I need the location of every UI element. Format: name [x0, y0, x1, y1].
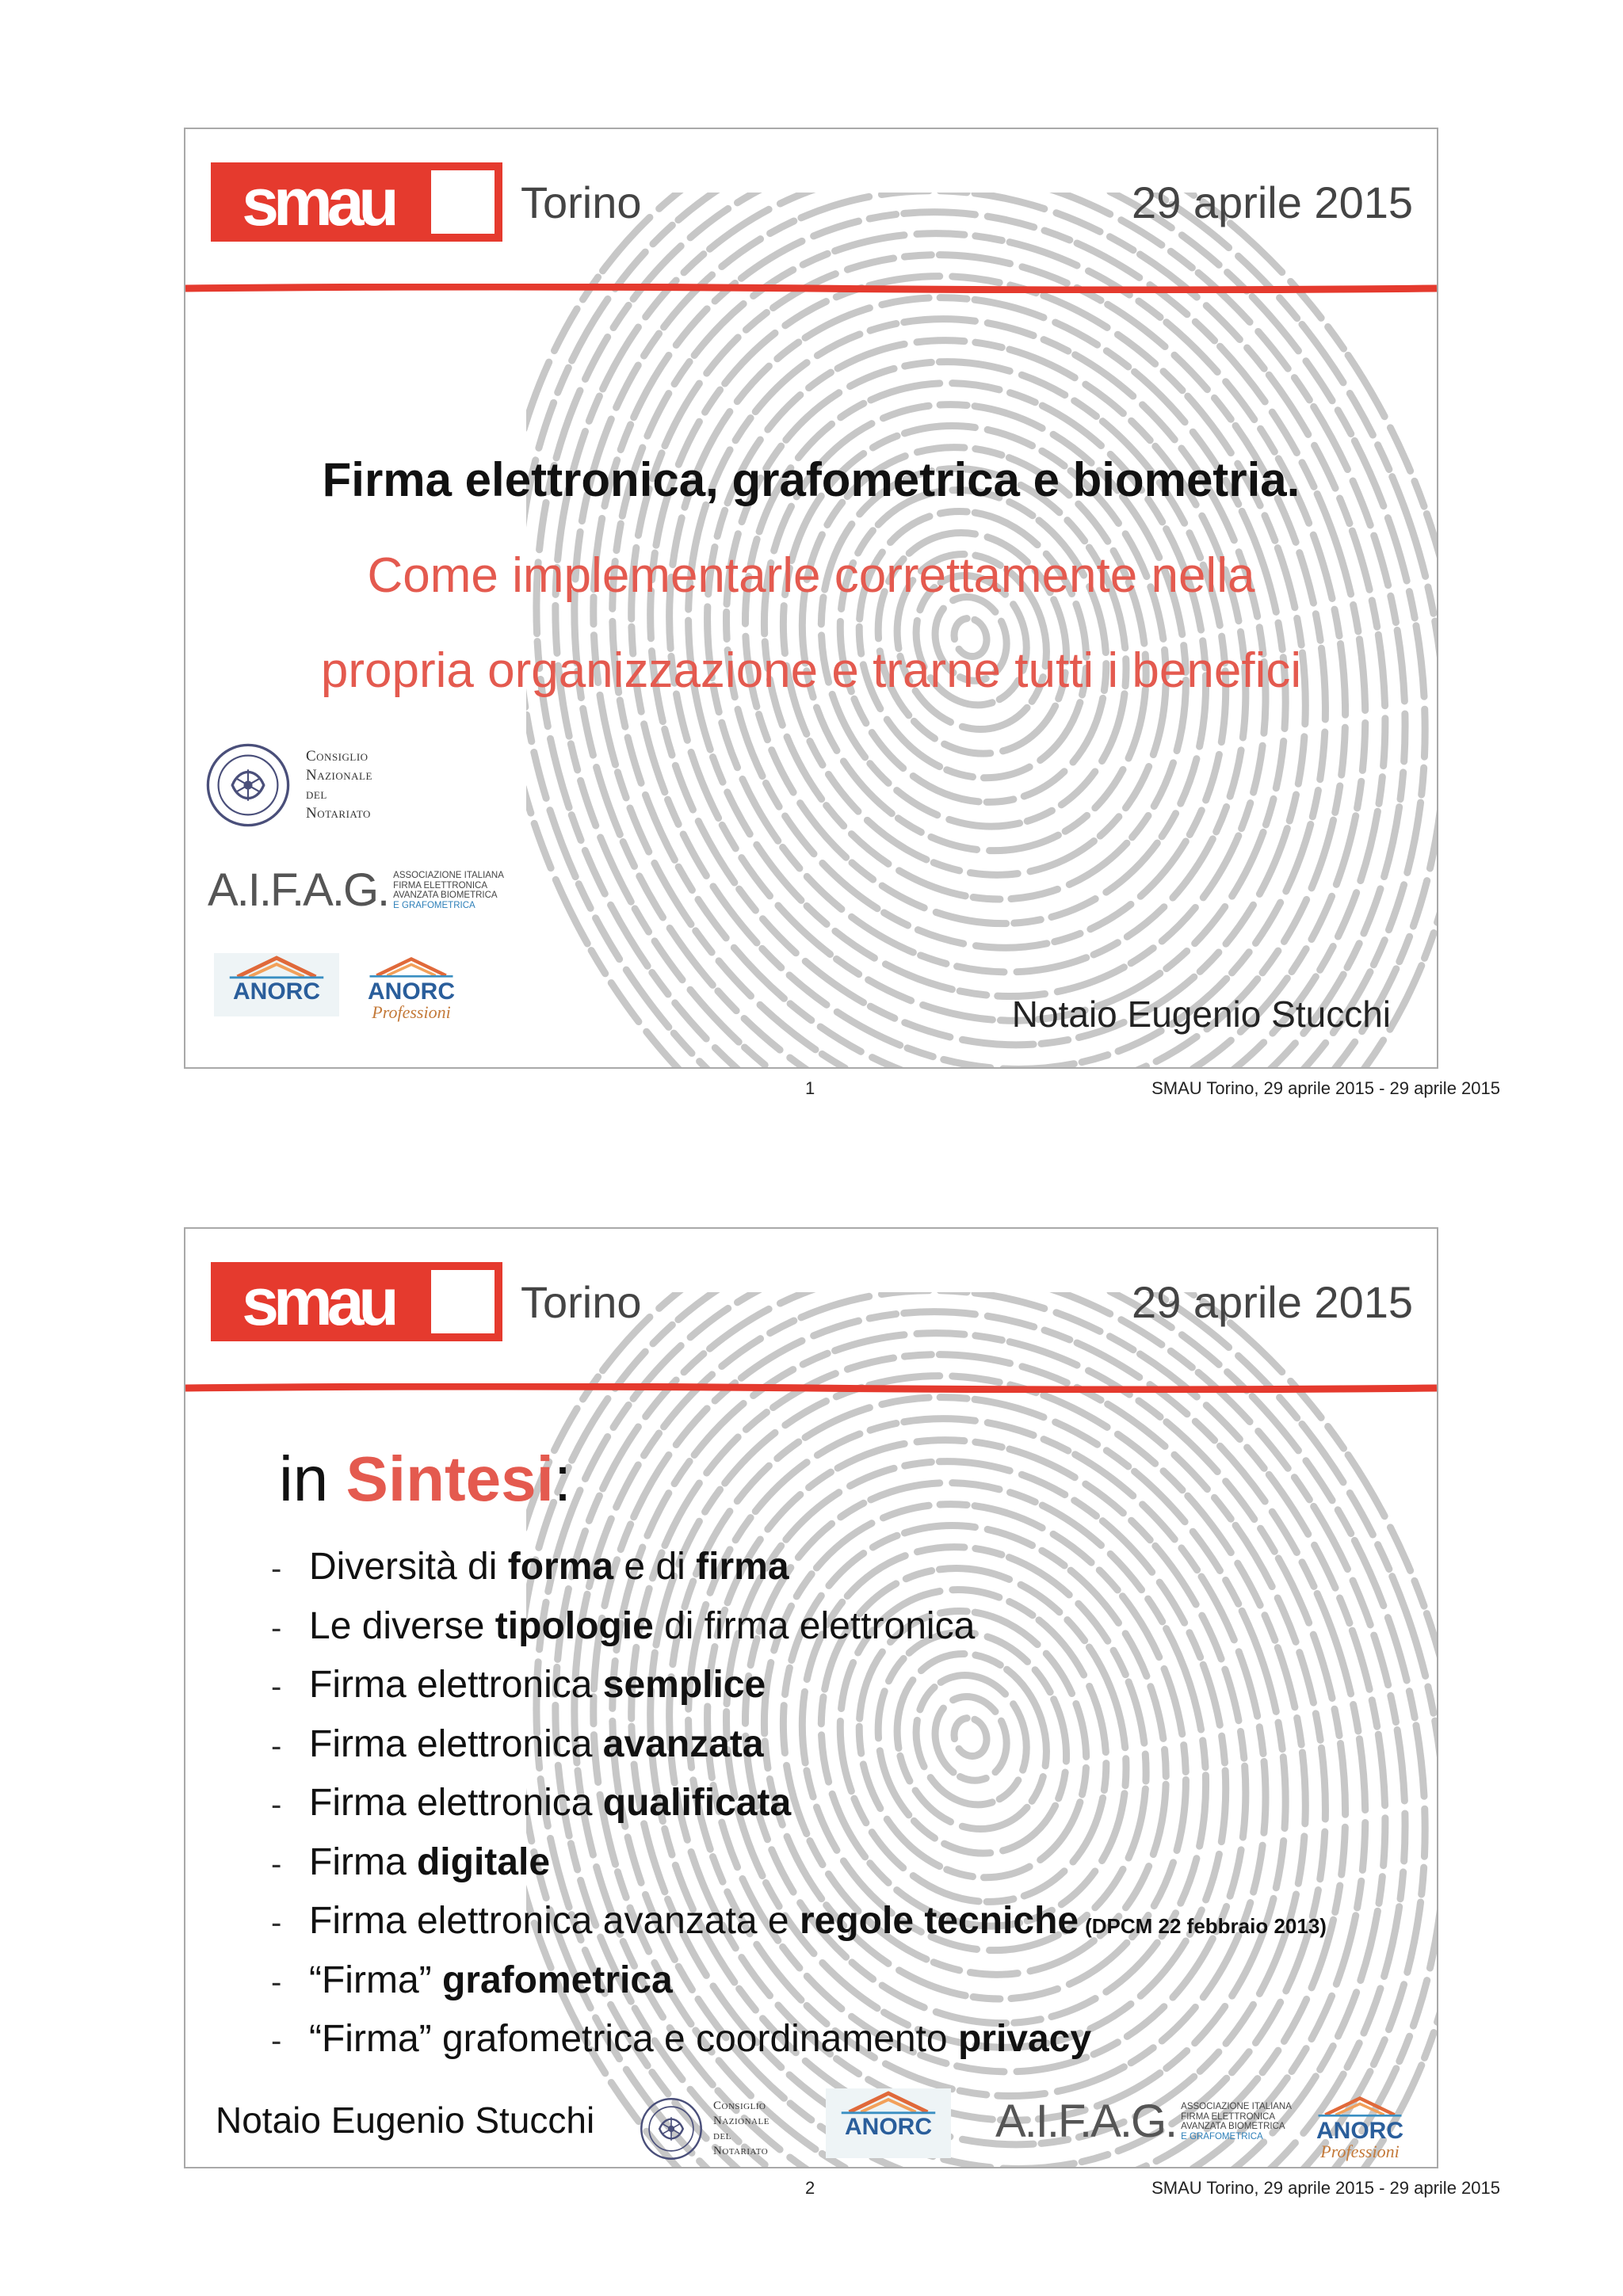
aifag-line: FIRMA ELETTRONICA [1181, 2111, 1276, 2122]
page-number: 2 [805, 2178, 815, 2198]
anorc-word: ANORC [845, 2114, 932, 2140]
heading-highlight: Sintesi [346, 1444, 554, 1514]
bullet-item [271, 1833, 1327, 1893]
heading-prefix: in [279, 1444, 346, 1514]
bullet-text: Firma [309, 1840, 417, 1883]
cnn-line: Consiglio [306, 748, 369, 765]
bullet-text: Le diverse [309, 1604, 495, 1647]
heading-suffix: : [553, 1444, 572, 1514]
bullet-item [271, 1951, 1327, 2011]
bullet-dash: - [271, 1610, 282, 1646]
header-date: 29 aprile 2015 [1132, 177, 1413, 227]
cnn-line: Nazionale [306, 767, 372, 784]
bullet-item [271, 1774, 1327, 1833]
bullet-keyword: grafometrica [441, 1958, 673, 2001]
bullet-text: “Firma” grafometrica e coordinamento [309, 2018, 958, 2060]
aifag-name: A.I.F.A.G. [995, 2096, 1177, 2147]
smau-logo-text: smau [211, 1262, 425, 1341]
page-number: 1 [805, 1078, 815, 1098]
bullet-item [271, 1892, 1327, 1951]
bullet-text: (DPCM 22 febbraio 2013) [1085, 1914, 1327, 1938]
slide-1 [184, 128, 1438, 1069]
anorc-professioni-logo [1304, 2092, 1415, 2164]
bullet-item [271, 1597, 1327, 1657]
cnn-line: del [306, 786, 327, 803]
smau-logo [211, 1262, 504, 1341]
bullet-text: Firma elettronica [309, 1782, 603, 1824]
slide-2 [184, 1227, 1438, 2168]
aifag-mark [995, 2096, 1177, 2147]
aifag-line: ASSOCIAZIONE ITALIANA [393, 871, 504, 880]
bullet-dash: - [271, 1728, 282, 1764]
bullet-text: Firma elettronica [309, 1722, 603, 1765]
notary-seal-icon [639, 2096, 704, 2161]
bullet-list [271, 1538, 1327, 2069]
bullet-dash: - [271, 1787, 282, 1822]
header-rule [185, 284, 1437, 293]
page-footer: SMAU Torino, 29 aprile 2015 - 29 aprile 2015 [1151, 1078, 1500, 1098]
cnn-logo-text [306, 747, 372, 823]
bullet-dash: - [271, 1905, 282, 1940]
aifag-line: AVANZATA BIOMETRICA [393, 891, 498, 900]
bullet-item [271, 1715, 1327, 1775]
slide-title: Firma elettronica, grafometrica e biometria. [322, 453, 1300, 506]
header-city: Torino [521, 1277, 642, 1327]
anorc-roof-icon [356, 953, 467, 980]
bullet-dash: - [271, 1846, 282, 1882]
bullet-keyword: privacy [957, 2018, 1092, 2060]
page-footer: SMAU Torino, 29 aprile 2015 - 29 aprile 2015 [1151, 2178, 1500, 2198]
header-city: Torino [521, 177, 642, 227]
cnn-logo-text [713, 2099, 769, 2159]
bullet-item [271, 1656, 1327, 1715]
anorc-prof-word: ANORC [1316, 2118, 1403, 2144]
cnn-line: Consiglio [713, 2100, 766, 2112]
bullet-keyword: firma [696, 1546, 789, 1588]
bullet-dash: - [271, 1551, 282, 1586]
smau-logo-box [423, 162, 502, 242]
aifag-name: A.I.F.A.G. [208, 864, 389, 916]
bullet-text: di firma elettronica [653, 1604, 976, 1647]
bullet-text: “Firma” [309, 1958, 442, 2001]
cnn-line: Nazionale [713, 2115, 769, 2127]
anorc-prof-word: ANORC [368, 978, 455, 1005]
anorc-prof-script: Professioni [1320, 2142, 1400, 2161]
bullet-keyword: regole tecniche [799, 1900, 1079, 1942]
bullet-dash: - [271, 2023, 282, 2058]
bullet-text: Firma elettronica avanzata e [309, 1900, 800, 1942]
bullet-keyword: qualificata [602, 1782, 792, 1824]
aifag-line: AVANZATA BIOMETRICA [1181, 2122, 1285, 2131]
bullet-keyword: avanzata [602, 1722, 764, 1765]
bullet-dash: - [271, 1669, 282, 1704]
cnn-line: Notariato [306, 805, 371, 822]
anorc-roof-icon [1304, 2092, 1415, 2119]
aifag-logo-text [393, 871, 504, 910]
aifag-line: ASSOCIAZIONE ITALIANA [1181, 2102, 1292, 2111]
slide-author: Notaio Eugenio Stucchi [1011, 994, 1391, 1035]
bullet-keyword: forma [507, 1546, 614, 1588]
aifag-logo [995, 2096, 1292, 2147]
bullet-text: Diversità di [309, 1546, 508, 1588]
aifag-line: E GRAFOMETRICA [1181, 2131, 1263, 2142]
anorc-prof-script: Professioni [372, 1002, 451, 1022]
bullet-keyword: digitale [416, 1840, 551, 1883]
anorc-professioni-logo [356, 953, 467, 1024]
bullet-item [271, 2010, 1327, 2069]
slide-subtitle-line-2: propria organizzazione e trarne tutti i benefici [320, 643, 1302, 698]
smau-logo-box [423, 1262, 502, 1341]
bullet-text: e di [613, 1546, 697, 1588]
bullet-dash: - [271, 1964, 282, 2000]
aifag-logo [208, 864, 504, 916]
header-date: 29 aprile 2015 [1132, 1277, 1413, 1327]
notary-seal-icon [204, 742, 292, 829]
aifag-mark [208, 864, 389, 916]
cnn-line: del [713, 2130, 731, 2142]
bullet-item [271, 1538, 1327, 1597]
cnn-logo [639, 2096, 769, 2161]
bullet-text: Firma elettronica [309, 1664, 603, 1706]
anorc-roof-icon [214, 953, 339, 980]
cnn-line: Notariato [713, 2145, 769, 2157]
slide-author: Notaio Eugenio Stucchi [216, 2100, 595, 2141]
bullet-keyword: semplice [602, 1664, 766, 1706]
anorc-logo [826, 2088, 951, 2158]
aifag-logo-text [1181, 2102, 1292, 2142]
slide-subtitle-line-1: Come implementarle correttamente nella [367, 548, 1255, 603]
anorc-word: ANORC [233, 978, 320, 1005]
bullet-keyword: tipologie [495, 1604, 654, 1647]
smau-logo [211, 162, 504, 242]
cnn-logo [204, 742, 372, 829]
slide-heading [279, 1443, 571, 1516]
anorc-logo [214, 953, 339, 1016]
aifag-line: FIRMA ELETTRONICA [393, 880, 488, 891]
anorc-roof-icon [826, 2088, 951, 2115]
header-rule [185, 1383, 1437, 1393]
smau-logo-text: smau [211, 162, 425, 242]
aifag-line: E GRAFOMETRICA [393, 900, 475, 910]
fingerprint-watermark [526, 193, 1438, 1069]
